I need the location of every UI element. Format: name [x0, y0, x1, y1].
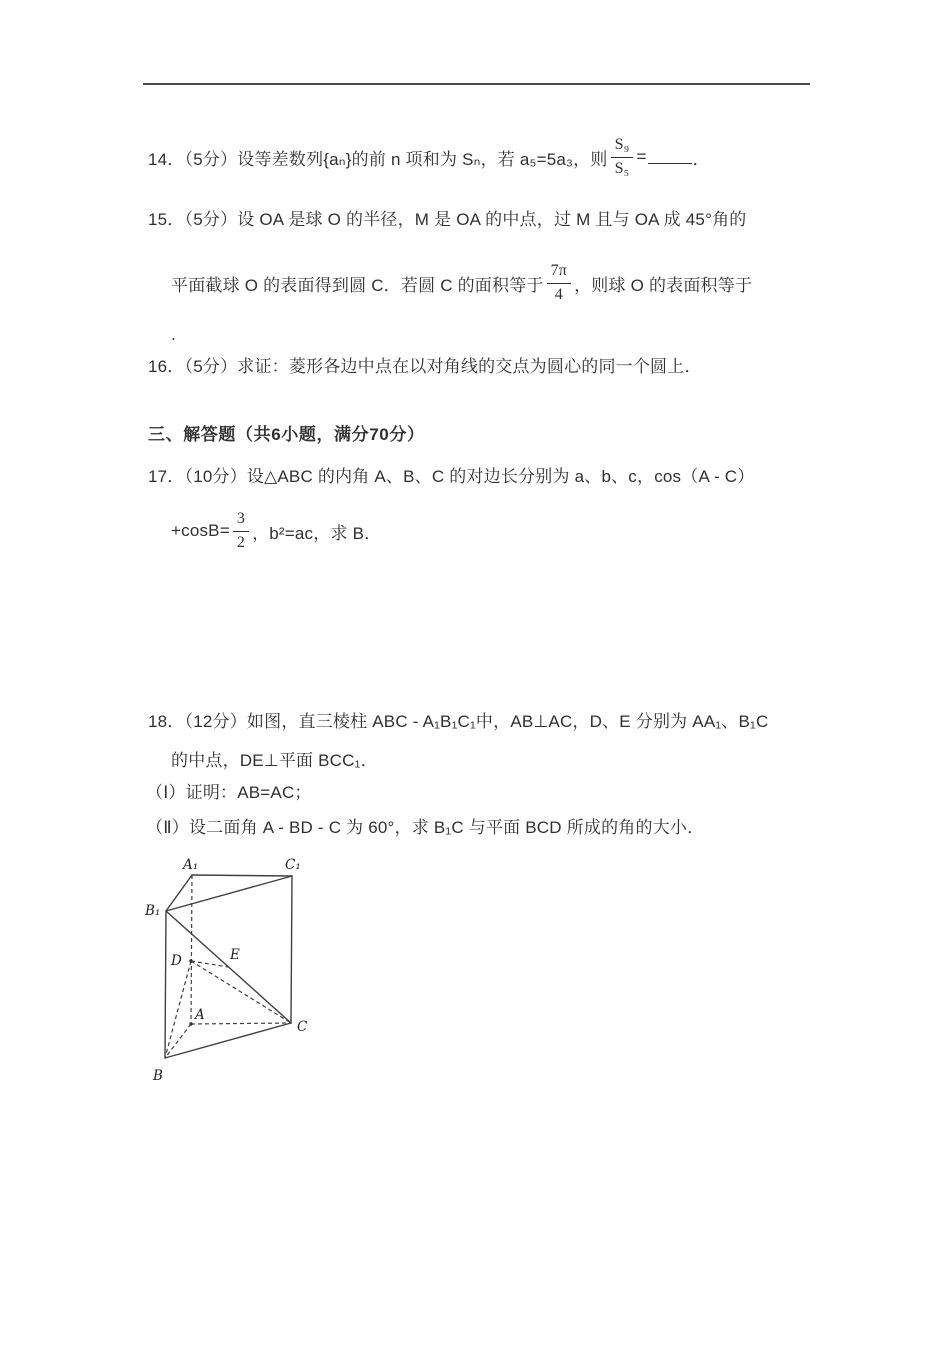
question-17-line2-pre: +cosB= [171, 521, 230, 540]
period: ． [692, 149, 710, 169]
edge-BC [165, 1023, 291, 1058]
fraction-denominator: S₅ [614, 159, 630, 177]
question-15-line1: 15．（5分）设 OA 是球 O 的半径，M 是 OA 的中点，过 M 且与 OA 成 45°角的 [148, 210, 747, 229]
question-15-fraction [547, 262, 571, 304]
fraction-numerator: S₉ [611, 136, 634, 157]
edge-AB-dashed [165, 1024, 191, 1058]
question-17-fraction [233, 510, 249, 552]
label-C: C [297, 1019, 308, 1035]
question-15-line2 [171, 256, 752, 310]
question-18-line1: 18．（12分）如图，直三棱柱 ABC - A₁B₁C₁中，AB⊥AC，D、E 分别为 AA₁、B₁C [148, 712, 769, 731]
question-18-part1: （Ⅰ）证明：AB=AC； [146, 783, 312, 802]
edge-B1C1 [166, 876, 292, 911]
fraction-numerator: 3 [233, 510, 249, 531]
segment-DC-dashed [191, 961, 291, 1023]
fraction-numerator: 7π [547, 262, 571, 283]
question-18-part2: （Ⅱ）设二面角 A - BD - C 为 60°，求 B₁C 与平面 BCD 所成的角的大小． [146, 818, 705, 837]
edge-A1A-dashed [191, 875, 192, 1024]
edge-B1A1 [166, 875, 192, 911]
point-D-marker [189, 959, 192, 962]
question-15-line2-post: ，则球 O 的表面积等于 [574, 275, 753, 295]
edge-AC-dashed [191, 1023, 291, 1024]
question-17-line2-post: ，b²=ac，求 B． [252, 523, 382, 543]
fraction-denominator: 2 [236, 533, 246, 551]
question-17-line2 [171, 503, 381, 559]
prism-figure [140, 852, 320, 1094]
answer-blank [648, 150, 692, 164]
question-18-line2: 的中点，DE⊥平面 BCC₁． [171, 751, 378, 770]
edge-B1B [165, 911, 166, 1058]
label-E: E [230, 947, 240, 963]
segment-DB-dashed [165, 961, 191, 1058]
top-divider-rule [143, 83, 810, 85]
edge-C1C [291, 876, 292, 1023]
question-15-line2-pre: 平面截球 O 的表面得到圆 C．若圆 C 的面积等于 [171, 275, 544, 295]
label-B: B [153, 1068, 163, 1084]
question-15-trailing-period: . [171, 325, 176, 344]
question-14-text: 14．（5分）设等差数列{aₙ}的前 n 项和为 Sₙ，若 a₅=5a₃，则 [148, 149, 608, 169]
edge-A1C1 [192, 875, 292, 876]
label-D: D [171, 953, 182, 969]
fraction-denominator: 4 [554, 285, 563, 303]
equals-sign: = [636, 147, 647, 166]
question-16-line1: 16．（5分）求证：菱形各边中点在以对角线的交点为圆心的同一个圆上． [148, 357, 702, 376]
question-14 [148, 127, 710, 187]
label-A1: A₁ [183, 857, 199, 873]
section-3-heading: 三、解答题（共6小题，满分70分） [148, 425, 425, 444]
point-A-marker [189, 1022, 192, 1025]
question-14-fraction [611, 136, 634, 178]
label-B1: B₁ [145, 903, 161, 919]
label-C1: C₁ [285, 857, 301, 873]
question-17-line1: 17．（10分）设△ABC 的内角 A、B、C 的对边长分别为 a、b、c，cos（A - C） [148, 467, 755, 486]
label-A: A [195, 1007, 205, 1023]
